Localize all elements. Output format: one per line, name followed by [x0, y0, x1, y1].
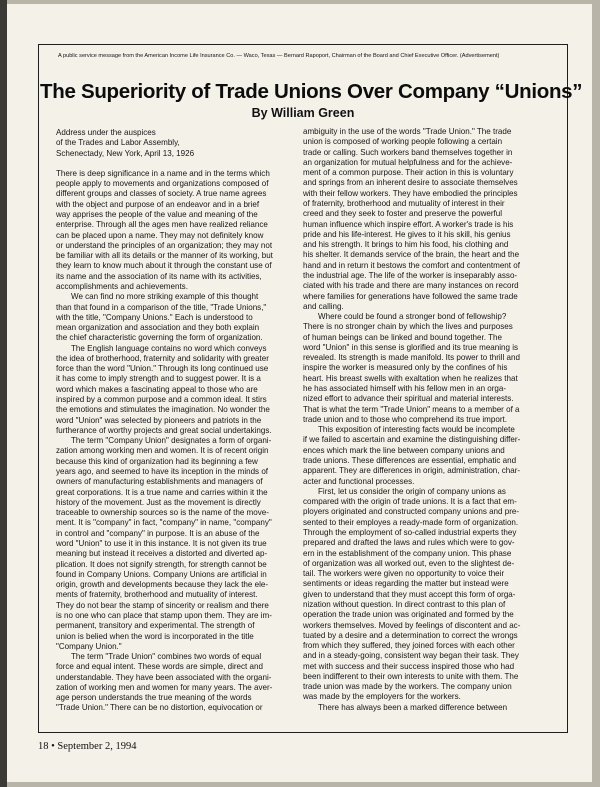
text-line: or understand the principles of an organization; they may not	[56, 240, 273, 250]
text-line: trade union was made by the workers. The company union	[303, 682, 512, 692]
text-line: because this kind of organization had its beginning a few	[56, 456, 258, 466]
text-line: First, let us consider the origin of company unions as	[318, 486, 506, 496]
text-line: heart. His breast swells with exaltation when he realizes that	[303, 373, 518, 383]
text-line: trade unions. These differences are essential, emphatic and	[303, 456, 517, 465]
text-line: force and equal intent. These words are simple, direct and	[56, 662, 263, 672]
text-line: revealed. Its strength is made manifold. Its power to thrill and	[303, 353, 520, 363]
text-line: understandable. They have been associated with the organi-	[56, 672, 272, 682]
text-line: ences which mark the line between company unions and	[303, 445, 505, 455]
text-line: origin, growth and developments because they lack the ele-	[56, 580, 269, 590]
text-line: of fraternity, brotherhood and mutuality of interest in their	[303, 198, 505, 208]
text-line: union is belied when the word is incorporated in the title	[56, 631, 254, 641]
text-line: apparent. They are differences in origin, administration, char-	[303, 466, 521, 476]
text-line: where families for generations have followed the same trade	[303, 291, 518, 301]
text-line: his shelter. It demands service of the brain, the heart and the	[303, 250, 520, 260]
right-column-body	[303, 127, 551, 713]
text-line: word "Union" in this sense is glorified and its true meaning is	[303, 342, 519, 352]
text-line: ments of fraternity, brotherhood and mutuality of interest.	[56, 590, 258, 600]
text-line: word which makes a fascinating appeal to those who are	[56, 384, 258, 394]
text-line: history of the movement. Just as the movement is directly	[56, 497, 261, 507]
text-line: creed and they seek to foster and preserve the powerful	[303, 209, 503, 219]
text-line: ployers originated and constructed company unions and pre-	[303, 507, 520, 517]
page-footer: 18 • September 2, 1994	[38, 741, 137, 752]
article-title: The Superiority of Trade Unions Over Company “Unions”	[40, 80, 583, 103]
text-line: its name and the association of its name with its activities,	[56, 271, 262, 281]
text-line: an organization for mutual helpfulness and for the achieve-	[303, 157, 513, 167]
text-line: mean organization and association and they both explain	[56, 323, 260, 333]
text-line: he has associated himself with his fellow men in an orga-	[303, 384, 507, 394]
text-line: given to understand that they must accept this form of orga-	[303, 589, 516, 599]
text-line: They do not bear the stamp of sincerity or realism and there	[56, 600, 269, 610]
text-line: be familiar with all its details or the manner of its working, but	[56, 251, 273, 261]
text-line: and springs from an inherent desire to associate themselves	[303, 178, 518, 188]
text-line: enterprise. Through all the ages men have realized reliance	[56, 220, 268, 230]
text-line: and his strength. It brings to him his food, his clothing and	[303, 240, 509, 250]
text-line: prepared and drafted the laws and rules which were to gov-	[303, 538, 515, 548]
left-column	[56, 128, 304, 714]
text-line: meaning but instead it receives a distorted and diverted ap-	[56, 549, 268, 559]
text-line: "Company Union."	[56, 641, 122, 651]
text-line: in control and "company" in purpose. It is an abuse of the	[56, 528, 260, 538]
text-line: ern in the establishment of the company union. This phase	[303, 548, 512, 558]
text-line: traceable to ownership sources so is the name of the move-	[56, 508, 269, 518]
text-line: and in a steady-going, consistent way began their task. They	[303, 651, 519, 661]
text-line: of organization was all worked out, even to the slightest de-	[303, 558, 515, 568]
scan-edge	[0, 0, 7, 787]
text-line: trade union and to those who comprehend its true import.	[303, 414, 507, 424]
text-line: they learn to know much about it through the constant use of	[56, 261, 272, 271]
text-line: operation the trade union was originated and formed by the	[303, 610, 514, 620]
text-line: accomplishments and achievements.	[56, 281, 188, 291]
text-line: plication. It does not signify strength, for strength cannot be	[56, 559, 267, 569]
text-line: nization without question. In direct contrast to this plan of	[303, 599, 506, 609]
text-line: acter and functional processes.	[303, 476, 415, 486]
text-line: sentiments or ideas regarding the matter but instead were	[303, 579, 509, 589]
text-line: great corporations. It is a true name and carries within it the	[56, 487, 268, 497]
text-line: it has come to imply strength and to suggest power. It is a	[56, 374, 261, 384]
text-line: There is no stronger chain by which the lives and purposes	[303, 322, 513, 332]
text-line: the idea of brotherhood, fraternity and solidarity with greater	[56, 353, 269, 363]
text-line: The term "Company Union" designates a form of organi-	[71, 436, 272, 446]
text-line: been indifferent to their own interests to unite with them. The	[303, 671, 519, 681]
text-line: people apply to movements and organizations composed of	[56, 179, 269, 189]
right-column	[303, 127, 551, 713]
text-line: tail. The workers were given no opportunity to voice their	[303, 569, 505, 579]
text-line: the emotions and stimulates the imagination. No wonder the	[56, 405, 270, 415]
text-line: tuated by a desire and a determination to correct the wrongs	[303, 630, 518, 640]
text-line: of human beings can be linked and bound together. The	[303, 332, 502, 342]
text-line: and calling.	[303, 301, 344, 311]
speech-address	[56, 128, 304, 159]
text-line: zation of working men and women for many years. The aver-	[56, 682, 273, 692]
text-line: word "Union" to use it in this instance. It is not given its true	[56, 538, 267, 548]
text-line: zation among working men and women. It is of recent origin	[56, 446, 269, 456]
text-line: with their fellow workers. They have embodied the principles	[303, 188, 518, 198]
text-line: was made by the employers for the workers.	[303, 692, 461, 702]
text-line: The term "Trade Union" combines two words of equal	[71, 652, 262, 662]
text-line: way apprises the people of the value and meaning of the	[56, 209, 258, 219]
text-line: ment. It is "company" in fact, "company" in name, "company"	[56, 518, 272, 528]
text-line: hand and in return it bestows the comfort and contentment of	[303, 260, 520, 270]
text-line: ciated with his trade and there are many instances on record	[303, 281, 519, 291]
text-line: This exposition of interesting facts would be incomplete	[318, 425, 515, 435]
text-line: Where could be found a stronger bond of fellowship?	[318, 312, 507, 322]
text-line: nized effort to advance their spiritual and material interests.	[303, 394, 514, 404]
text-line: trade or calling. Such workers band themselves together in	[303, 147, 513, 157]
text-line: compared with the origin of trade unions. It is a fact that em-	[303, 497, 517, 507]
text-line: furtherance of worthy projects and great social undertakings.	[56, 425, 272, 435]
text-line: We can find no more striking example of this thought	[71, 292, 259, 302]
text-line: That is what the term "Trade Union" means to a member of a	[303, 404, 520, 414]
text-line: from which they suffered, they joined forces with each other	[303, 641, 515, 651]
article-byline: By William Green	[251, 106, 355, 120]
text-line: ambiguity in the use of the words "Trade Union." The trade	[303, 127, 512, 136]
text-line: different groups and classes of society. A true name agrees	[56, 189, 267, 199]
text-line: The English language contains no word which conveys	[71, 343, 267, 353]
text-line: There is deep significance in a name and in the terms which	[56, 168, 270, 178]
text-line: with the object and purpose of an endeavor and in a brief	[56, 199, 260, 209]
text-line: owners of manufacturing establishments and managers of	[56, 477, 263, 487]
text-line: ment of a common purpose. Their action in this is voluntary	[303, 168, 514, 178]
text-line: can be placed upon a name. They may not definitely know	[56, 230, 264, 240]
text-line: with the title, "Company Unions." Each is understood to	[56, 312, 253, 322]
address-line: Schenectady, New York, April 13, 1926	[56, 148, 195, 158]
text-line: human influence which inspire effort. A worker's trade is his	[303, 219, 514, 229]
text-line: the industrial age. The life of the worker is inseparably asso-	[303, 270, 518, 280]
address-line: of the Trades and Labor Assembly,	[56, 138, 180, 148]
text-line: force than the word "Union." Through its long continued use	[56, 364, 269, 374]
text-line: inspire the worker is measured only by the confines of his	[303, 363, 508, 373]
text-line: sented to their employes a ready-made form of organization.	[303, 517, 519, 527]
text-line: workers themselves. Moved by feelings of discontent and ac-	[303, 620, 521, 630]
text-line: if we failed to ascertain and examine the distinguishing differ-	[303, 435, 521, 445]
text-line: years ago, and seemed to have its inception in the minds of	[56, 467, 269, 476]
text-line: permanent, transitory and experimental. The strength of	[56, 621, 255, 631]
text-line: Through the employment of so-called industrial experts they	[303, 527, 517, 537]
left-column-body	[56, 169, 304, 714]
text-line: "Trade Union." There can be no distortion, equivocation or	[56, 703, 263, 713]
text-line: word "Union" was selected by pioneers and patriots in the	[56, 415, 262, 425]
text-line: age person understands the true meaning of the words	[56, 693, 252, 703]
text-line: union is composed of working people following a certain	[303, 137, 503, 147]
text-line: There has always been a marked difference between	[318, 702, 508, 712]
text-line: pride and his life-interest. He gives to it his skill, his genius	[303, 229, 511, 239]
text-line: inspired by a common purpose and a common ideal. It stirs	[56, 395, 267, 405]
text-line: met with success and their success inspired those who had	[303, 661, 515, 671]
text-line: is no one who can place that stamp upon them. They are im-	[56, 610, 272, 620]
address-line: Address under the auspices	[56, 128, 156, 137]
text-line: the chief characteristic governing the form of organization.	[56, 333, 263, 343]
advertisement-notice: A public service message from the American Income Life Insurance Co. — Waco, Texas — Bernard Rapoport, Chairman of the Board and Chief Executive Officer. (Advertisement)	[58, 53, 500, 59]
text-line: found in Company Unions. Company Unions are artificial in	[56, 569, 267, 579]
text-line: than that found in a comparison of the title, "Trade Unions,"	[56, 302, 267, 312]
